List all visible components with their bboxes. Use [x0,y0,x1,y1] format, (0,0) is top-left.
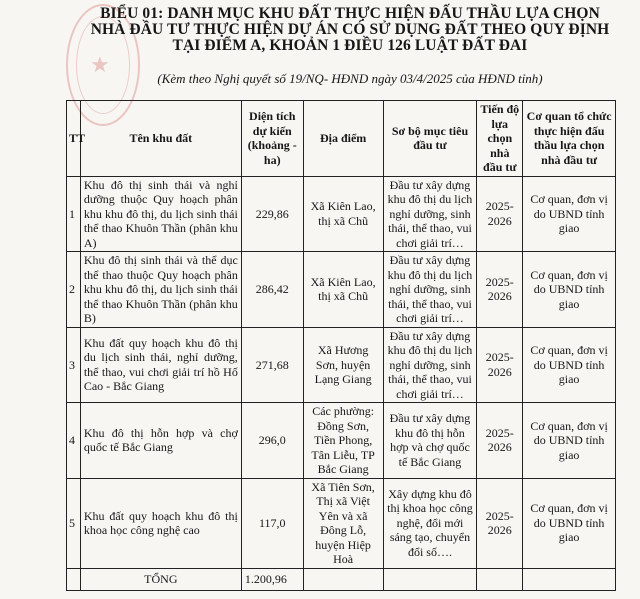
total-empty-cell [523,568,616,590]
total-tt-empty [67,568,81,590]
title-line-2: NHÀ ĐẦU TƯ THỰC HIỆN DỰ ÁN CÓ SỬ DỤNG ĐẤT THEO QUY ĐỊNH [90,21,610,38]
row-goal: Đầu tư xây dựng khu đô thị hỗn hợp và chợ quốc tế Bắc Giang [383,403,477,479]
table-row [67,327,616,403]
header-area: Diện tích dự kiến (khoảng - ha) [241,101,303,177]
table-row [67,403,616,479]
row-tt: 3 [67,327,81,403]
header-goal: Sơ bộ mục tiêu đầu tư [383,101,477,177]
row-area: 229,86 [241,176,303,252]
row-location: Xã Tiên Sơn, Thị xã Việt Yên và xã Đông Lỗ, huyện Hiệp Hoà [303,478,383,568]
row-schedule: 2025-2026 [477,478,523,568]
row-location: Xã Hương Sơn, huyện Lạng Giang [303,327,383,403]
row-agency: Cơ quan, đơn vị do UBND tỉnh giao [523,327,616,403]
row-tt: 4 [67,403,81,479]
row-area: 117,0 [241,478,303,568]
row-tt: 1 [67,176,81,252]
row-location: Các phường: Đồng Sơn, Tiền Phong, Tân Liễu, TP Bắc Giang [303,403,383,479]
header-agency: Cơ quan tổ chức thực hiện đấu thầu lựa chọn nhà đầu tư [523,101,616,177]
total-empty-cell [477,568,523,590]
seal-star-icon: ★ [90,52,110,77]
header-location: Địa điểm [303,101,383,177]
row-agency: Cơ quan, đơn vị do UBND tỉnh giao [523,403,616,479]
row-name: Khu đô thị sinh thái và thể dục thể thao thuộc Quy hoạch phân khu khu đô thị, du lịch sinh thái thể thao Khuôn Thần (phân khu B) [80,252,241,328]
row-schedule: 2025-2026 [477,252,523,328]
title-line-3: TẠI ĐIỂM A, KHOẢN 1 ĐIỀU 126 LUẬT ĐẤT ĐAI [172,37,528,54]
row-agency: Cơ quan, đơn vị do UBND tỉnh giao [523,478,616,568]
header-name: Tên khu đất [80,101,241,177]
total-value: 1.200,96 [241,568,303,590]
table-row [67,176,616,252]
total-empty-cell [383,568,477,590]
row-goal: Xây dựng khu đô thị khoa học công nghệ, đổi mới sáng tạo, chuyển đổi số…. [383,478,477,568]
row-name: Khu đô thị hỗn hợp và chợ quốc tế Bắc Giang [80,403,241,479]
table-total-row [67,568,616,590]
total-empty-cell [303,568,383,590]
table-row [67,252,616,328]
row-name: Khu đất quy hoạch khu đô thị khoa học công nghệ cao [80,478,241,568]
row-name: Khu đất quy hoạch khu đô thị du lịch sinh thái, nghỉ dưỡng, thể thao, vui chơi giải trí hồ Hố Cao - Bắc Giang [80,327,241,403]
row-name: Khu đô thị sinh thái và nghỉ dưỡng thuộc Quy hoạch phân khu khu đô thị, du lịch sinh thái thể thao Khuôn Thần (phân khu A) [80,176,241,252]
table-row [67,478,616,568]
header-schedule: Tiến độ lựa chọn nhà đầu tư [477,101,523,177]
row-agency: Cơ quan, đơn vị do UBND tỉnh giao [523,252,616,328]
row-area: 286,42 [241,252,303,328]
row-schedule: 2025-2026 [477,176,523,252]
document-subtitle: (Kèm theo Nghị quyết số 19/NQ- HĐND ngày 03/4/2025 của HĐND tỉnh) [157,71,543,86]
table-header-row [67,101,616,177]
row-goal: Đầu tư xây dựng khu đô thị du lịch nghỉ dưỡng, sinh thái, thể thao, vui chơi giải trí… [383,252,477,328]
land-list-table [66,100,616,591]
row-area: 271,68 [241,327,303,403]
row-agency: Cơ quan, đơn vị do UBND tỉnh giao [523,176,616,252]
row-goal: Đầu tư xây dựng khu đô thị du lịch nghỉ dưỡng, sinh thái, thể thao, vui chơi giải trí… [383,327,477,403]
row-schedule: 2025-2026 [477,327,523,403]
header-tt: TT [67,101,81,177]
row-goal: Đầu tư xây dựng khu đô thị du lịch nghỉ dưỡng, sinh thái, thể thao, vui chơi giải trí… [383,176,477,252]
document-title [60,6,640,54]
title-line-1: BIỂU 01: DANH MỤC KHU ĐẤT THỰC HIỆN ĐẤU THẦU LỰA CHỌN [100,5,600,22]
total-label: TỔNG [80,568,241,590]
row-tt: 5 [67,478,81,568]
row-location: Xã Kiên Lao, thị xã Chũ [303,176,383,252]
row-schedule: 2025-2026 [477,403,523,479]
row-tt: 2 [67,252,81,328]
row-area: 296,0 [241,403,303,479]
row-location: Xã Kiên Lao, thị xã Chũ [303,252,383,328]
